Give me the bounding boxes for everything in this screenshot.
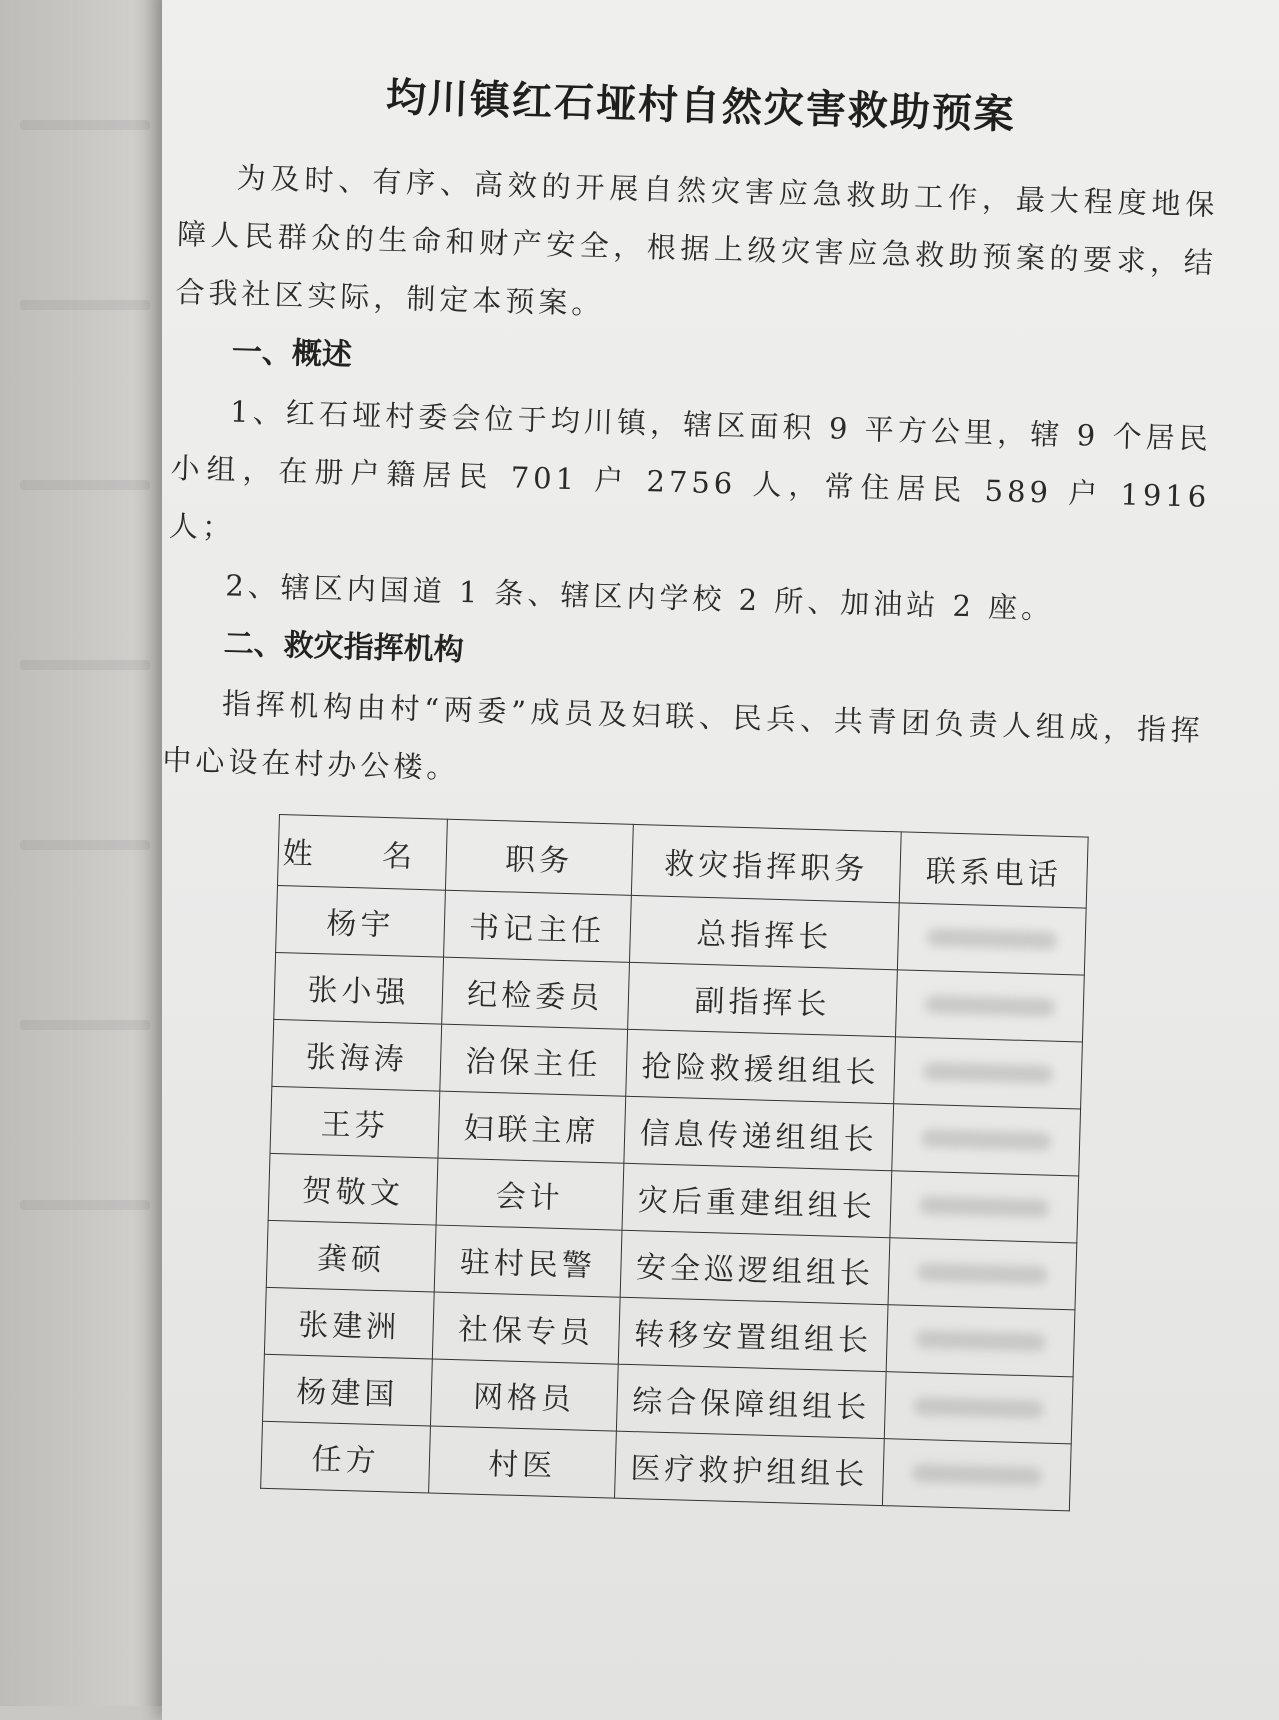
command-roster-table-wrapper — [260, 814, 1089, 1511]
page-content — [142, 60, 1221, 1514]
ghost-text-line — [20, 1200, 150, 1210]
cell-command-role: 转移安置组组长 — [618, 1297, 889, 1371]
cell-role: 妇联主席 — [438, 1091, 625, 1163]
header-command-role: 救灾指挥职务 — [631, 824, 902, 902]
header-name: 姓 名 — [277, 815, 447, 891]
document-page — [162, 0, 1279, 1720]
cell-phone-redacted — [887, 1305, 1075, 1377]
header-phone: 联系电话 — [900, 832, 1088, 908]
cell-name: 张建洲 — [264, 1287, 434, 1359]
cell-command-role: 综合保障组组长 — [616, 1364, 887, 1438]
intro-paragraph: 为及时、有序、高效的开展自然灾害应急救助工作，最大程度地保障人民群众的生命和财产安全，根据上级灾害应急救助预案的要求，结合我社区实际，制定本预案。 — [175, 160, 1219, 321]
cell-role: 书记主任 — [444, 890, 631, 962]
cell-role: 网格员 — [430, 1359, 617, 1431]
ghost-text-line — [20, 840, 150, 850]
cell-name: 张海涛 — [272, 1019, 442, 1091]
cell-phone-redacted — [889, 1238, 1077, 1310]
cell-command-role: 副指挥长 — [627, 962, 898, 1036]
cell-phone-redacted — [885, 1372, 1073, 1444]
cell-role: 驻村民警 — [434, 1225, 621, 1297]
section-heading-command: 二、救灾指挥机构 — [223, 626, 465, 669]
overview-item-2: 2、辖区内国道 1 条、辖区内学校 2 所、加油站 2 座。 — [224, 568, 1055, 626]
cell-name: 贺敬文 — [268, 1153, 438, 1225]
cell-command-role: 总指挥长 — [629, 895, 900, 969]
cell-name: 杨宇 — [276, 885, 446, 957]
cell-role: 治保主任 — [440, 1024, 627, 1096]
cell-role: 纪检委员 — [442, 957, 629, 1029]
redaction-blur — [917, 1263, 1047, 1285]
cell-role: 社保专员 — [432, 1292, 619, 1364]
ghost-text-line — [20, 660, 150, 670]
document-title: 均川镇红石垭村自然灾害救助预案 — [385, 74, 1017, 139]
cell-name: 任方 — [261, 1421, 431, 1493]
redaction-blur — [912, 1464, 1042, 1486]
redaction-blur — [923, 1062, 1053, 1084]
cell-phone-redacted — [898, 903, 1086, 975]
cell-command-role: 抢险救援组组长 — [625, 1029, 896, 1103]
command-roster-table — [260, 814, 1089, 1511]
ghost-text-line — [20, 480, 150, 490]
cell-command-role: 医疗救护组组长 — [614, 1431, 885, 1505]
redaction-blur — [921, 1129, 1051, 1151]
cell-name: 张小强 — [274, 952, 444, 1024]
redaction-blur — [927, 928, 1057, 950]
cell-phone-redacted — [896, 970, 1084, 1042]
redaction-blur — [914, 1397, 1044, 1419]
cell-name: 杨建国 — [263, 1354, 433, 1426]
ghost-text-line — [20, 120, 150, 130]
redaction-blur — [925, 995, 1055, 1017]
cell-command-role: 安全巡逻组组长 — [620, 1230, 891, 1304]
cell-name: 王芬 — [270, 1086, 440, 1158]
cell-role: 会计 — [436, 1158, 623, 1230]
section-heading-overview: 一、概述 — [231, 334, 353, 373]
ghost-text-line — [20, 300, 150, 310]
cell-phone-redacted — [890, 1171, 1078, 1243]
header-role: 职务 — [445, 819, 633, 895]
ghost-text-line — [20, 1020, 150, 1030]
overview-item-1: 1、红石垭村委会位于均川镇，辖区面积 9 平方公里，辖 9 个居民小组，在册户籍居民 701 户 2756 人，常住居民 589 户 1916 人； — [168, 394, 1213, 545]
cell-phone-redacted — [892, 1104, 1080, 1176]
cell-command-role: 信息传递组组长 — [623, 1096, 894, 1170]
cell-name: 龚硕 — [266, 1220, 436, 1292]
cell-command-role: 灾后重建组组长 — [622, 1163, 893, 1237]
redaction-blur — [919, 1196, 1049, 1218]
redaction-blur — [916, 1330, 1046, 1352]
cell-phone-redacted — [883, 1439, 1071, 1511]
cell-phone-redacted — [894, 1037, 1082, 1109]
command-paragraph: 指挥机构由村“两委”成员及妇联、民兵、共青团负责人组成，指挥中心设在村办公楼。 — [161, 686, 1205, 786]
cell-role: 村医 — [429, 1426, 616, 1498]
